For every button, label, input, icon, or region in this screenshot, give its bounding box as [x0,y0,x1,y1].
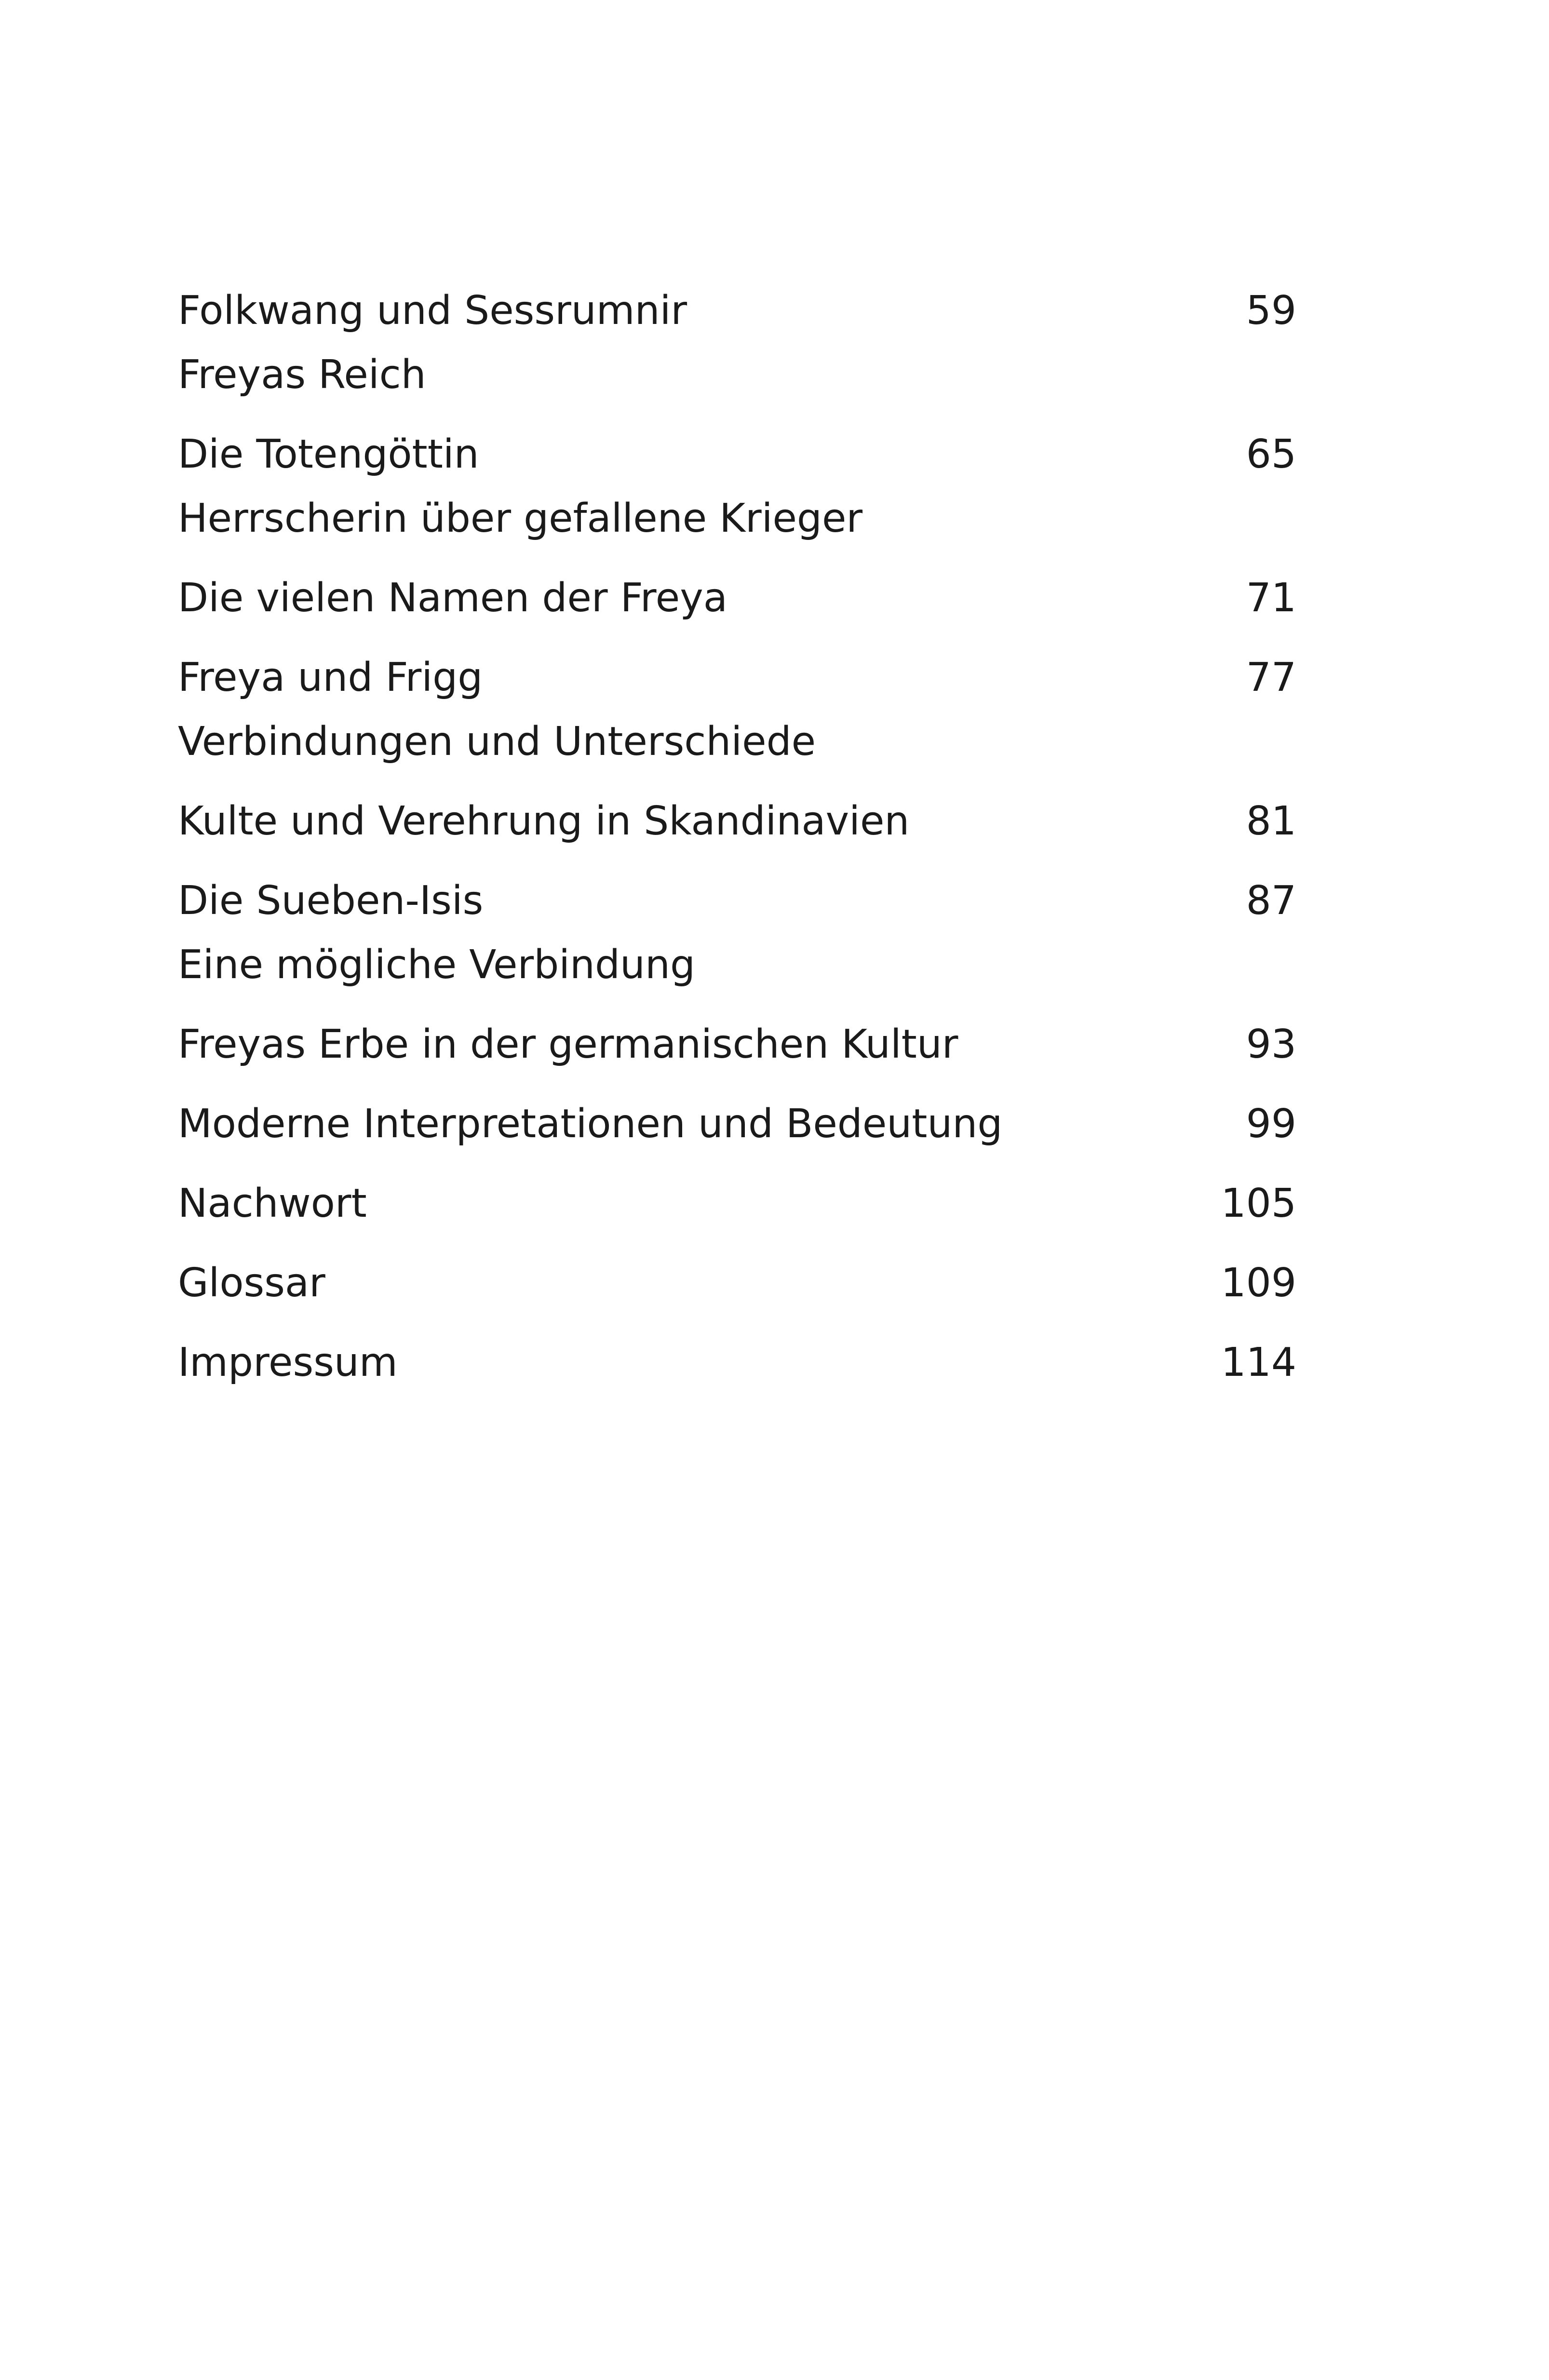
toc-entry-page-number: 93 [1246,1022,1296,1067]
toc-entry-page-number: 114 [1221,1340,1296,1385]
toc-entry-title: Die Totengöttin [178,431,479,477]
toc-entry-page-number: 99 [1246,1101,1296,1147]
toc-entry-subtitle: Herrscherin über gefallene Krieger [178,496,863,541]
toc-entry[interactable] [178,1251,1296,1315]
toc-entry-subtitle: Freyas Reich [178,352,426,398]
toc-entry-page-number: 65 [1246,431,1296,477]
toc-entry[interactable] [178,645,1296,774]
toc-entry[interactable] [178,279,1296,407]
toc-entry-page-number: 77 [1246,655,1296,700]
toc-entry[interactable] [178,1171,1296,1236]
toc-entry[interactable] [178,566,1296,630]
toc-entry-page-number: 105 [1221,1181,1296,1226]
toc-entry-title: Impressum [178,1340,398,1385]
toc-entry-title: Freyas Erbe in der germanischen Kultur [178,1022,958,1067]
toc-entry-title: Nachwort [178,1181,367,1226]
toc-entry[interactable] [178,789,1296,853]
toc-entry[interactable] [178,1331,1296,1395]
toc-entry-title: Kulte und Verehrung in Skandinavien [178,798,910,844]
toc-entry[interactable] [178,1012,1296,1076]
toc-entry-title: Folkwang und Sessrumnir [178,288,687,334]
toc-entry-title: Die Sueben-Isis [178,878,484,924]
toc-entry-title: Freya und Frigg [178,655,483,700]
toc-entry-page-number: 81 [1246,798,1296,844]
toc-entry-page-number: 59 [1246,288,1296,334]
toc-entry-title: Moderne Interpretationen und Bedeutung [178,1101,1003,1147]
toc-entry-title: Die vielen Namen der Freya [178,575,728,621]
toc-entry-subtitle: Eine mögliche Verbindung [178,942,696,988]
toc-entry[interactable] [178,869,1296,997]
table-of-contents [178,279,1296,1395]
toc-entry-page-number: 109 [1221,1260,1296,1306]
toc-entry-title: Glossar [178,1260,325,1306]
toc-entry-page-number: 87 [1246,878,1296,924]
toc-entry-page-number: 71 [1246,575,1296,621]
toc-entry[interactable] [178,422,1296,551]
toc-entry-subtitle: Verbindungen und Unterschiede [178,719,816,765]
toc-entry[interactable] [178,1092,1296,1156]
